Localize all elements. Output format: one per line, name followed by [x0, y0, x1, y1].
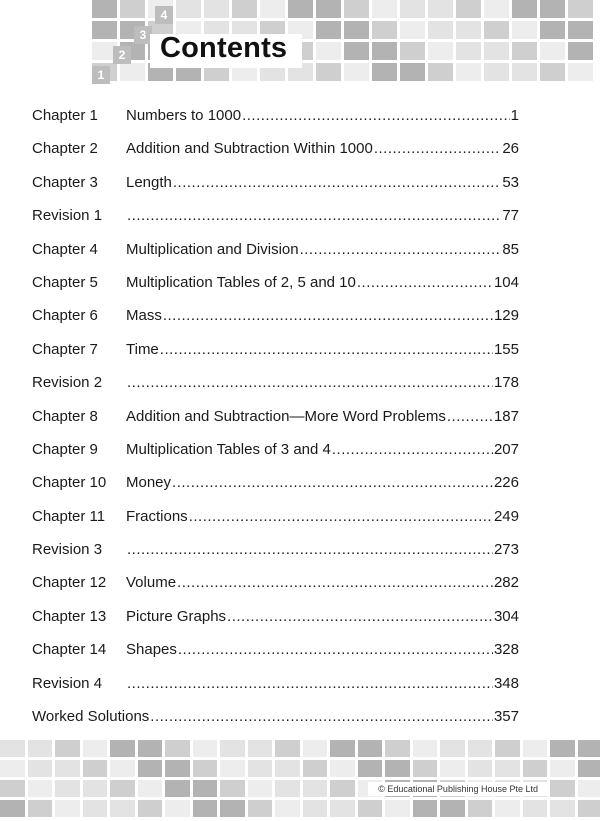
- toc-page-number: 273: [493, 541, 519, 559]
- toc-entry: [32, 671, 519, 704]
- toc-title: Fractions: [126, 507, 188, 525]
- toc-entry: [32, 270, 519, 303]
- decorative-tile: [523, 760, 548, 777]
- decorative-tile: [550, 800, 575, 817]
- decorative-tile: [456, 42, 481, 60]
- decorative-tile: [110, 780, 135, 797]
- decorative-tile: [165, 780, 190, 797]
- decorative-tile: [165, 760, 190, 777]
- decorative-tile: [568, 21, 593, 39]
- toc-dot-leader: [332, 437, 493, 463]
- decorative-tile: [428, 0, 453, 18]
- decorative-tile: [275, 780, 300, 797]
- toc-page-number: 155: [493, 340, 519, 358]
- toc-title: Multiplication Tables of 2, 5 and 10: [126, 273, 356, 291]
- decorative-tile: [358, 740, 383, 757]
- decorative-tile: [484, 42, 509, 60]
- toc-chapter-label: Chapter 2: [32, 140, 98, 158]
- decorative-tile: [275, 800, 300, 817]
- decorative-tile: [440, 800, 465, 817]
- decorative-tile: [413, 740, 438, 757]
- footer-tile-pattern: [0, 740, 600, 817]
- decorative-tile: [372, 21, 397, 39]
- toc-title: Numbers to 1000: [126, 107, 242, 124]
- toc-chapter-label: Chapter 6: [32, 307, 98, 325]
- decorative-tile: [83, 780, 108, 797]
- toc-dot-leader: [178, 637, 493, 663]
- decorative-tile: [248, 760, 273, 777]
- toc-page-number: 104: [493, 273, 519, 291]
- toc-entry: [32, 437, 519, 470]
- toc-dot-leader: [127, 537, 493, 563]
- decorative-tile: [193, 780, 218, 797]
- decorative-tile: [385, 740, 410, 757]
- decorative-tile: [578, 760, 600, 777]
- decorative-tile: [303, 740, 328, 757]
- toc-dot-leader: [127, 370, 493, 396]
- decorative-tile: [120, 63, 145, 81]
- toc-chapter-label: Revision 3: [32, 541, 103, 559]
- decorative-tile: [204, 0, 229, 18]
- decorative-tile: [220, 740, 245, 757]
- toc-dot-leader: [447, 404, 493, 430]
- toc-dot-leader: [160, 337, 493, 363]
- decorative-tile: [275, 740, 300, 757]
- toc-dot-leader: [242, 103, 510, 129]
- decorative-tile: [344, 63, 369, 81]
- decorative-tile: [578, 780, 600, 797]
- toc-page-number: 1: [510, 107, 519, 124]
- toc-entry: [32, 303, 519, 336]
- toc-title: Volume: [126, 574, 177, 592]
- decorative-tile: [523, 740, 548, 757]
- decorative-tile: [83, 740, 108, 757]
- toc-dot-leader: [177, 570, 493, 596]
- decorative-tile: [512, 21, 537, 39]
- decorative-tile: [358, 800, 383, 817]
- decorative-tile: [428, 63, 453, 81]
- decorative-tile: [165, 800, 190, 817]
- toc-page-number: 357: [493, 708, 519, 726]
- decorative-tile: [275, 760, 300, 777]
- decorative-tile: [260, 0, 285, 18]
- decorative-tile: [440, 760, 465, 777]
- toc-page-number: 53: [502, 173, 519, 191]
- decorative-tile: [138, 780, 163, 797]
- toc-title: Addition and Subtraction Within 1000: [126, 140, 373, 158]
- decorative-tile: [303, 800, 328, 817]
- toc-entry: [32, 470, 519, 503]
- decorative-tile: [138, 740, 163, 757]
- toc-title: Multiplication and Division: [126, 240, 299, 258]
- decorative-tile: [456, 0, 481, 18]
- decorative-tile: [523, 800, 548, 817]
- decorative-tile: [428, 21, 453, 39]
- toc-page-number: 207: [493, 440, 519, 458]
- decorative-tile: [468, 800, 493, 817]
- decorative-tile: [220, 760, 245, 777]
- decorative-tile: [176, 0, 201, 18]
- stair-number-4: 4: [155, 6, 173, 24]
- toc-entry: [32, 337, 519, 370]
- decorative-tile: [110, 760, 135, 777]
- decorative-tile: [92, 0, 117, 18]
- decorative-tile: [55, 800, 80, 817]
- decorative-tile: [372, 42, 397, 60]
- stair-number-2: 2: [113, 46, 131, 64]
- toc-page-number: 348: [493, 674, 519, 692]
- decorative-tile: [138, 800, 163, 817]
- page-title: Contents: [160, 32, 288, 64]
- decorative-tile: [413, 760, 438, 777]
- decorative-tile: [456, 63, 481, 81]
- toc-chapter-label: Chapter 1: [32, 107, 98, 124]
- toc-chapter-label: Chapter 4: [32, 240, 98, 258]
- decorative-tile: [288, 0, 313, 18]
- toc-chapter-label: Chapter 12: [32, 574, 107, 592]
- toc-title: Length: [126, 173, 172, 191]
- toc-dot-leader: [163, 303, 493, 329]
- toc-title: Mass: [126, 307, 162, 325]
- toc-chapter-label: Chapter 7: [32, 340, 98, 358]
- toc-entry: [32, 136, 519, 169]
- toc-dot-leader: [374, 136, 501, 162]
- stair-number-1: 1: [92, 66, 110, 84]
- decorative-tile: [413, 800, 438, 817]
- decorative-tile: [316, 21, 341, 39]
- toc-entry: [32, 203, 519, 236]
- decorative-tile: [0, 760, 25, 777]
- toc-dot-leader: [173, 170, 501, 196]
- decorative-tile: [512, 42, 537, 60]
- decorative-tile: [28, 760, 53, 777]
- decorative-tile: [55, 740, 80, 757]
- decorative-tile: [344, 21, 369, 39]
- decorative-tile: [316, 63, 341, 81]
- decorative-tile: [495, 800, 520, 817]
- toc-dot-leader: [300, 237, 502, 263]
- decorative-tile: [495, 740, 520, 757]
- decorative-tile: [303, 780, 328, 797]
- decorative-tile: [372, 0, 397, 18]
- decorative-tile: [303, 760, 328, 777]
- decorative-tile: [568, 0, 593, 18]
- decorative-tile: [330, 740, 355, 757]
- decorative-tile: [540, 42, 565, 60]
- toc-chapter-label: Revision 1: [32, 207, 103, 225]
- toc-entry: [32, 237, 519, 270]
- toc-chapter-label: Chapter 8: [32, 407, 98, 425]
- toc-chapter-label: Chapter 11: [32, 507, 106, 525]
- decorative-tile: [344, 0, 369, 18]
- toc-page-number: 129: [493, 307, 519, 325]
- decorative-tile: [193, 740, 218, 757]
- table-of-contents: [32, 103, 519, 737]
- decorative-tile: [358, 760, 383, 777]
- toc-chapter-label: Revision 2: [32, 374, 103, 392]
- toc-chapter-label: Chapter 3: [32, 173, 98, 191]
- decorative-tile: [512, 63, 537, 81]
- toc-page-number: 178: [493, 374, 519, 392]
- decorative-tile: [385, 760, 410, 777]
- toc-title: Money: [126, 474, 172, 492]
- toc-page-number: 304: [493, 607, 519, 625]
- decorative-tile: [400, 42, 425, 60]
- decorative-tile: [540, 63, 565, 81]
- toc-entry: [32, 170, 519, 203]
- decorative-tile: [248, 800, 273, 817]
- toc-chapter-label: Chapter 10: [32, 474, 107, 492]
- toc-dot-leader: [150, 704, 493, 730]
- decorative-tile: [0, 740, 25, 757]
- decorative-tile: [400, 0, 425, 18]
- decorative-tile: [550, 760, 575, 777]
- decorative-tile: [232, 0, 257, 18]
- decorative-tile: [495, 760, 520, 777]
- toc-entry: [32, 504, 519, 537]
- decorative-tile: [400, 21, 425, 39]
- toc-dot-leader: [172, 470, 493, 496]
- decorative-tile: [540, 0, 565, 18]
- decorative-tile: [248, 740, 273, 757]
- toc-page-number: 26: [502, 140, 519, 158]
- decorative-tile: [330, 760, 355, 777]
- toc-dot-leader: [127, 671, 493, 697]
- decorative-tile: [568, 63, 593, 81]
- decorative-tile: [220, 780, 245, 797]
- decorative-tile: [193, 800, 218, 817]
- toc-dot-leader: [357, 270, 493, 296]
- toc-title: Worked Solutions: [32, 708, 150, 726]
- decorative-tile: [330, 800, 355, 817]
- toc-title: Multiplication Tables of 3 and 4: [126, 440, 331, 458]
- toc-title: Picture Graphs: [126, 607, 227, 625]
- decorative-tile: [120, 0, 145, 18]
- decorative-tile: [248, 780, 273, 797]
- decorative-tile: [440, 740, 465, 757]
- copyright-notice: © Educational Publishing House Pte Ltd: [368, 782, 548, 796]
- toc-page-number: 249: [493, 507, 519, 525]
- toc-dot-leader: [227, 604, 493, 630]
- toc-title: Shapes: [126, 641, 177, 659]
- decorative-tile: [110, 740, 135, 757]
- decorative-tile: [468, 760, 493, 777]
- decorative-tile: [165, 740, 190, 757]
- toc-title: Time: [126, 340, 159, 358]
- toc-page-number: 187: [493, 407, 519, 425]
- decorative-tile: [316, 42, 341, 60]
- decorative-tile: [92, 21, 117, 39]
- decorative-tile: [344, 42, 369, 60]
- decorative-tile: [568, 42, 593, 60]
- decorative-tile: [372, 63, 397, 81]
- decorative-tile: [110, 800, 135, 817]
- decorative-tile: [512, 0, 537, 18]
- decorative-tile: [400, 63, 425, 81]
- toc-chapter-label: Chapter 9: [32, 440, 98, 458]
- decorative-tile: [484, 0, 509, 18]
- decorative-tile: [456, 21, 481, 39]
- toc-entry: [32, 604, 519, 637]
- decorative-tile: [468, 740, 493, 757]
- toc-page-number: 77: [502, 207, 519, 225]
- decorative-tile: [55, 780, 80, 797]
- toc-entry: [32, 637, 519, 670]
- decorative-tile: [428, 42, 453, 60]
- toc-entry: [32, 370, 519, 403]
- decorative-tile: [484, 21, 509, 39]
- decorative-tile: [484, 63, 509, 81]
- decorative-tile: [28, 800, 53, 817]
- toc-page-number: 226: [493, 474, 519, 492]
- toc-entry: [32, 704, 519, 737]
- toc-title: Addition and Subtraction—More Word Problems: [126, 407, 446, 425]
- decorative-tile: [0, 780, 25, 797]
- decorative-tile: [220, 800, 245, 817]
- decorative-tile: [138, 760, 163, 777]
- toc-dot-leader: [127, 203, 501, 229]
- decorative-tile: [28, 780, 53, 797]
- decorative-tile: [0, 800, 25, 817]
- toc-chapter-label: Chapter 14: [32, 641, 107, 659]
- toc-entry: [32, 570, 519, 603]
- decorative-tile: [550, 780, 575, 797]
- toc-chapter-label: Revision 4: [32, 674, 103, 692]
- decorative-tile: [316, 0, 341, 18]
- decorative-tile: [578, 800, 600, 817]
- toc-chapter-label: Chapter 5: [32, 273, 98, 291]
- decorative-tile: [385, 800, 410, 817]
- toc-page-number: 282: [493, 574, 519, 592]
- decorative-tile: [28, 740, 53, 757]
- decorative-tile: [540, 21, 565, 39]
- decorative-tile: [83, 800, 108, 817]
- toc-entry: [32, 404, 519, 437]
- toc-dot-leader: [189, 504, 493, 530]
- toc-chapter-label: Chapter 13: [32, 607, 107, 625]
- stair-number-3: 3: [134, 26, 152, 44]
- decorative-tile: [330, 780, 355, 797]
- toc-page-number: 85: [502, 240, 519, 258]
- decorative-tile: [83, 760, 108, 777]
- toc-entry: [32, 103, 519, 136]
- toc-page-number: 328: [493, 641, 519, 659]
- toc-entry: [32, 537, 519, 570]
- decorative-tile: [193, 760, 218, 777]
- decorative-tile: [550, 740, 575, 757]
- decorative-tile: [578, 740, 600, 757]
- decorative-tile: [55, 760, 80, 777]
